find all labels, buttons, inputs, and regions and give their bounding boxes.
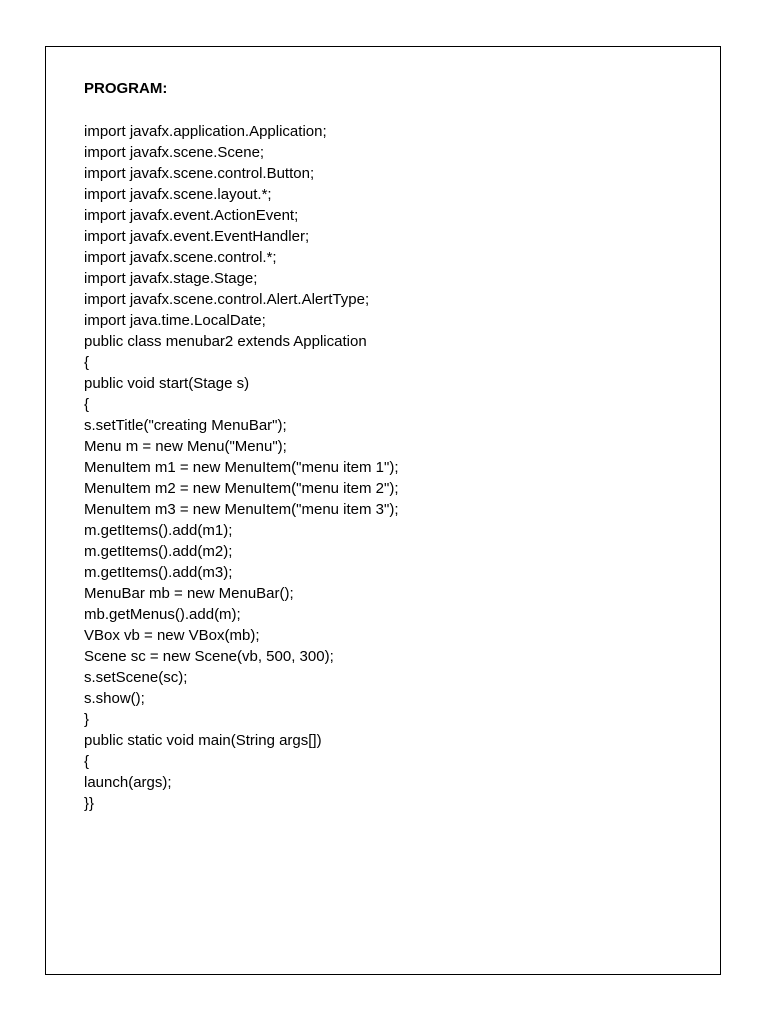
code-line: import javafx.scene.control.Button;: [84, 165, 315, 182]
code-line: MenuItem m3 = new MenuItem("menu item 3");: [84, 501, 399, 518]
code-line: {: [84, 753, 90, 770]
code-line: Scene sc = new Scene(vb, 500, 300);: [84, 648, 334, 665]
code-line: import javafx.scene.control.Alert.AlertType;: [84, 291, 370, 308]
code-line: import javafx.scene.control.*;: [84, 249, 277, 266]
code-listing: [84, 121, 399, 814]
code-line: }: [84, 711, 90, 728]
code-line: import javafx.event.EventHandler;: [84, 228, 310, 245]
code-line: public class menubar2 extends Application: [84, 333, 367, 350]
code-line: s.show();: [84, 690, 145, 707]
code-line: {: [84, 396, 90, 413]
code-line: mb.getMenus().add(m);: [84, 606, 241, 623]
code-line: s.setTitle("creating MenuBar");: [84, 417, 287, 434]
code-line: m.getItems().add(m1);: [84, 522, 233, 539]
code-line: s.setScene(sc);: [84, 669, 188, 686]
code-line: m.getItems().add(m2);: [84, 543, 233, 560]
code-line: import java.time.LocalDate;: [84, 312, 266, 329]
code-line: MenuItem m1 = new MenuItem("menu item 1");: [84, 459, 399, 476]
code-line: import javafx.stage.Stage;: [84, 270, 258, 287]
code-line: {: [84, 354, 90, 371]
code-line: import javafx.application.Application;: [84, 123, 327, 140]
code-line: Menu m = new Menu("Menu");: [84, 438, 287, 455]
program-heading: PROGRAM:: [84, 80, 168, 97]
code-line: MenuItem m2 = new MenuItem("menu item 2");: [84, 480, 399, 497]
code-line: MenuBar mb = new MenuBar();: [84, 585, 294, 602]
code-line: launch(args);: [84, 774, 172, 791]
code-line: }}: [84, 795, 95, 812]
code-line: import javafx.scene.Scene;: [84, 144, 265, 161]
code-line: public void start(Stage s): [84, 375, 250, 392]
code-line: m.getItems().add(m3);: [84, 564, 233, 581]
code-line: VBox vb = new VBox(mb);: [84, 627, 260, 644]
code-line: public static void main(String args[]): [84, 732, 322, 749]
code-line: import javafx.scene.layout.*;: [84, 186, 272, 203]
code-line: import javafx.event.ActionEvent;: [84, 207, 299, 224]
